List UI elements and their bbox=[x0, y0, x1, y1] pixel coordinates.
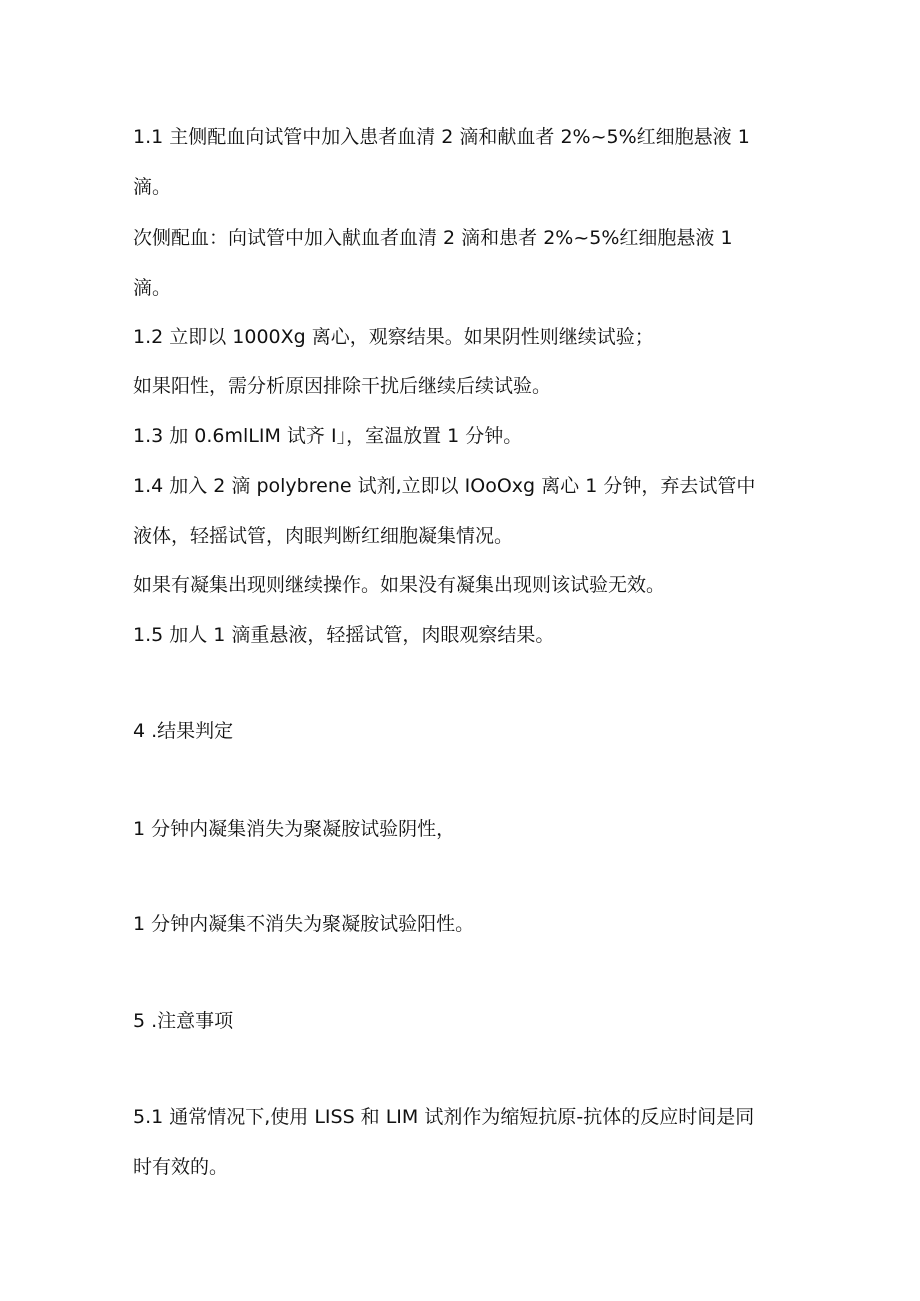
section-5-heading: 5 .注意事项 bbox=[133, 1010, 234, 1032]
step-1-4-line-2: 液体，轻摇试管，肉眼判断红细胞凝集情况。 bbox=[133, 525, 514, 547]
step-1-4-line-1: 1.4 加入 2 滴 polybrene 试剂,立即以 IOoOxg 离心 1 分钟，弃去试管中 bbox=[133, 475, 756, 497]
step-1-1-line-2: 滴。 bbox=[133, 176, 172, 198]
step-1-2-line-2: 如果阳性，需分析原因排除干扰后继续后续试验。 bbox=[133, 375, 552, 397]
step-1-4-line-3: 如果有凝集出现则继续操作。如果没有凝集出现则该试验无效。 bbox=[133, 574, 666, 596]
step-1-1-line-1: 1.1 主侧配血向试管中加入患者血清 2 滴和献血者 2%~5%红细胞悬液 1 bbox=[133, 126, 750, 148]
minor-crossmatch-line-2: 滴。 bbox=[133, 277, 172, 299]
note-5-1-line-1: 5.1 通常情况下,使用 LISS 和 LIM 试剂作为缩短抗原-抗体的反应时间是同 bbox=[133, 1106, 755, 1128]
step-1-3-line: 1.3 加 0.6mlLIM 试齐 I」，室温放置 1 分钟。 bbox=[133, 425, 523, 447]
note-5-1-line-2: 时有效的。 bbox=[133, 1156, 229, 1178]
result-positive-line: 1 分钟内凝集不消失为聚凝胺试验阳性。 bbox=[133, 913, 475, 935]
minor-crossmatch-line-1: 次侧配血：向试管中加入献血者血清 2 滴和患者 2%~5%红细胞悬液 1 bbox=[133, 227, 733, 249]
step-1-2-line-1: 1.2 立即以 1000Xg 离心，观察结果。如果阴性则继续试验； bbox=[133, 326, 654, 348]
section-4-heading: 4 .结果判定 bbox=[133, 720, 234, 742]
step-1-5-line: 1.5 加人 1 滴重悬液，轻摇试管，肉眼观察结果。 bbox=[133, 624, 555, 646]
result-negative-line: 1 分钟内凝集消失为聚凝胺试验阴性， bbox=[133, 818, 456, 840]
